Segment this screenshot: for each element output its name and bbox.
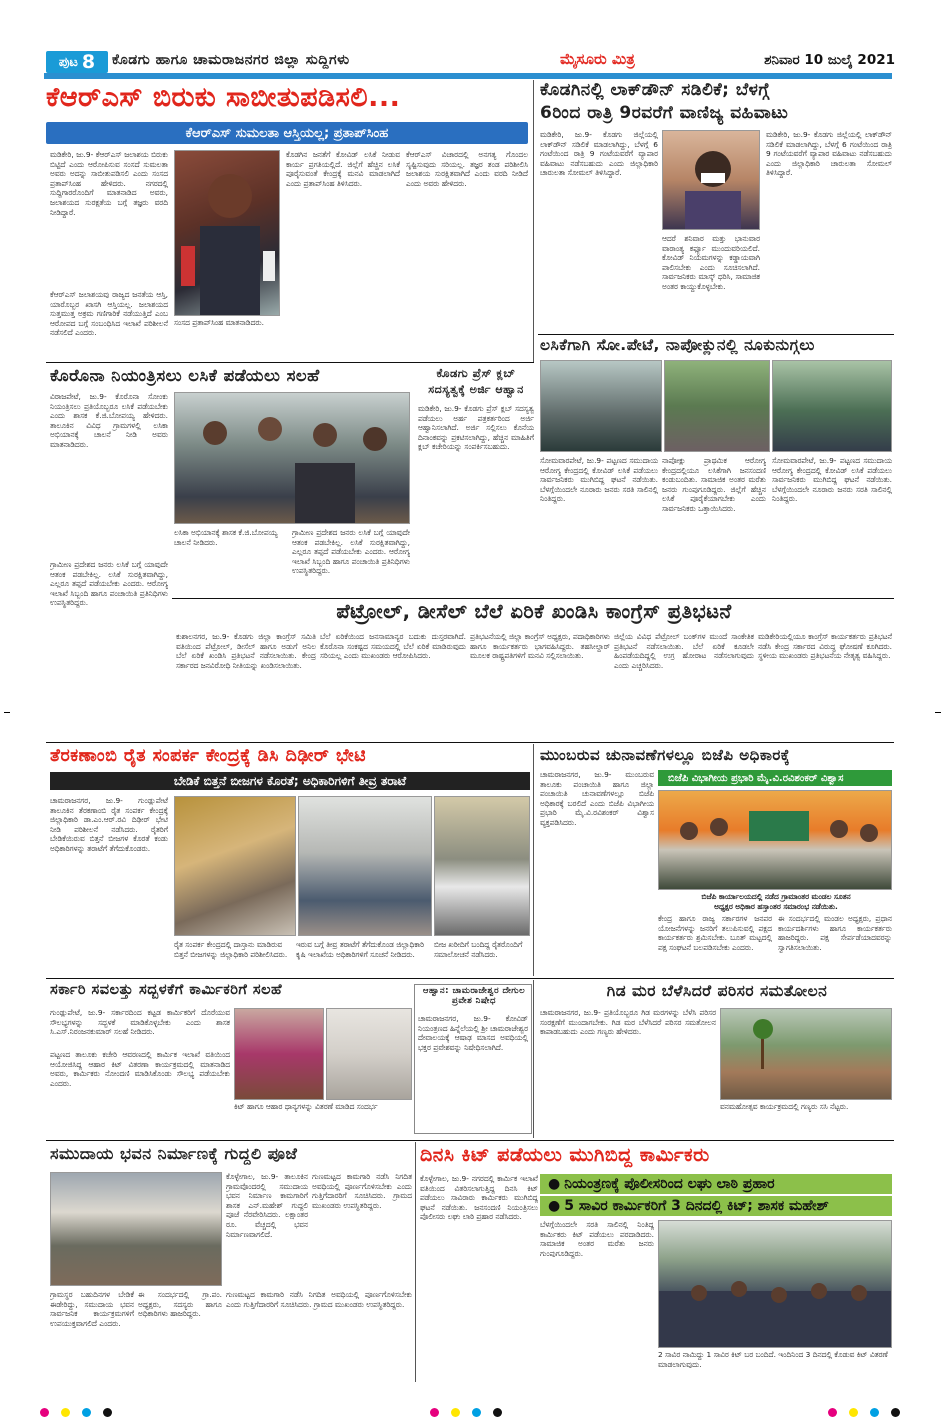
speaker-photo-icon (175, 151, 280, 316)
lockdown-body-col3: ಮಡಿಕೇರಿ, ಜು.9- ಕೊಡಗು ಜಿಲ್ಲೆಯಲ್ಲಿ ಲಾಕ್‌ಡೌನ್ ಸಡಿಲಿಕೆ ಮಾಡಲಾಗಿದ್ದು, ಬೆಳಗ್ಗೆ 6 ಗಂಟೆಯಿಂದ ರಾತ್ರಿ 9 ಗಂಟೆಯವರೆಗೆ ವ್ಯಾಪಾರ ವಹಿವಾಟು ನಡೆಸಬಹುದು ಎಂದು ಜಿಲ್ಲಾಧಿಕಾರಿ ಚಾರುಲತಾ ಸೋಮಲ್ ತಿಳಿಸಿದ್ದಾರೆ. (766, 130, 892, 178)
page-label: ಪುಟ (58, 54, 78, 70)
dc-inspection-photo (298, 796, 432, 936)
yellow-dot (61, 1408, 70, 1417)
petrol-body-col4: ಜಿಲ್ಲೆಯ ವಿವಿಧ ಪೆಟ್ರೋಲ್ ಬಂಕ್‌ಗಳ ಮುಂದೆ ಸಾಂಕೇತಿಕ ಪ್ರತಿಭಟನೆ ನಡೆಸಲಾಯಿತು. ಬೆಲೆ ಏರಿಕೆ ಕೂಡಲೇ ಹಿಂಪಡೆಯದಿದ್ದಲ್ಲಿ ಉಗ್ರ ಹೋರಾಟ ನಡೆಸಲಾಗುವುದು ಎಂದು ಎಚ್ಚರಿಸಿದರು. (614, 632, 754, 670)
bjp-photo-caption-1: ಬಿಜೆಪಿ ಕಾರ್ಯಾಲಯದಲ್ಲಿ ನಡೆದ ಗ್ರಾಮಾಂತರ ಮಂಡಲ ಸೂತನ (701, 892, 851, 901)
krs-photo (174, 150, 280, 316)
petrol-body-col5: ಮಡಿಕೇರಿಯಲ್ಲಿಯೂ ಕಾಂಗ್ರೆಸ್ ಕಾರ್ಯಕರ್ತರು ಪ್ರತಿಭಟನೆ ನಡೆಸಿ ಕೇಂದ್ರ ಸರ್ಕಾರದ ವಿರುದ್ಧ ಘೋಷಣೆ ಕೂಗಿದರು. ಸ್ಥಳೀಯ ಮುಖಂಡರು ಪ್ರತಿಭಟನೆಯ ನೇತೃತ್ವ ವಹಿಸಿದ್ದರು. (758, 632, 892, 661)
bjp-subhead: ಬಿಜೆಪಿ ವಿಭಾಗೀಯ ಪ್ರಭಾರಿ ಮೈ.ವಿ.ರವಿಶಂಕರ್ ವಿಶ್ವಾಸ (658, 770, 892, 786)
notice-title: ಆಹ್ವಾನ: ಚಾಮರಾಜೇಶ್ವರ ದೇಗುಲ ಪ್ರವೇಶ ನಿಷೇಧ (422, 986, 526, 1006)
corona-body-col1: ವಿರಾಜಪೇಟೆ, ಜು.9- ಕೊರೊನಾ ಸೋಂಕು ನಿಯಂತ್ರಿಸಲು ಪ್ರತಿಯೊಬ್ಬರೂ ಲಸಿಕೆ ಪಡೆಯಬೇಕು ಎಂದು ಶಾಸಕ ಕೆ.ಜಿ.ಬೋಪಯ್ಯ ಹೇಳಿದರು. ತಾಲೂಕಿನ ವಿವಿಧ ಗ್ರಾಮಗಳಲ್ಲಿ ಲಸಿಕಾ ಅಭಿಯಾನಕ್ಕೆ ಚಾಲನೆ ನೀಡಿ ಅವರು ಮಾತನಾಡಿದರು. (50, 392, 168, 449)
community-hall-body-col5: ಗುಣಮಟ್ಟದ ಕಾಮಗಾರಿ ನಡೆಸಿ ನಿಗದಿತ ಅವಧಿಯಲ್ಲಿ ಪೂರ್ಣಗೊಳಿಸಬೇಕು ಎಂದು ಗುತ್ತಿಗೆದಾರರಿಗೆ ಸೂಚಿಸಿದರು. ಗ್ರಾಮದ ಮುಖಂಡರು ಉಪಸ್ಥಿತರಿದ್ದರು. (226, 1290, 412, 1309)
magenta-dot (430, 1408, 439, 1417)
corona-body-col3: ಗ್ರಾಮೀಣ ಪ್ರದೇಶದ ಜನರು ಲಸಿಕೆ ಬಗ್ಗೆ ಯಾವುದೇ ಆತಂಕ ಪಡಬೇಕಿಲ್ಲ. ಲಸಿಕೆ ಸುರಕ್ಷಿತವಾಗಿದ್ದು, ಎಲ್ಲರೂ ತಪ್ಪದೆ ಪಡೆಯಬೇಕು ಎಂದರು. ಆರೋಗ್ಯ ಇಲಾಖೆ ಸಿಬ್ಬಂದಿ ಹಾಗೂ ಪಂಚಾಯಿತಿ ಪ್ರತಿನಿಧಿಗಳು ಉಪಸ್ಥಿತರಿದ್ದರು. (292, 528, 410, 576)
column-divider (415, 1142, 416, 1382)
crowd-photo (658, 1220, 892, 1348)
divider (46, 362, 534, 363)
trees-headline: ಗಿಡ ಮರ ಬೆಳೆಸಿದರೆ ಪರಿಸರ ಸಮತೋಲನ (606, 982, 828, 1000)
grocery-headline: ದಿನಸಿ ಕಿಟ್ ಪಡೆಯಲು ಮುಗಿಬಿದ್ದ ಕಾರ್ಮಿಕರು (420, 1144, 710, 1166)
crop-mark (4, 712, 10, 713)
pressclub-headline-line2: ಸದಸ್ಯತ್ವಕ್ಕೆ ಅರ್ಜಿ ಆಹ್ವಾನ (428, 383, 524, 396)
queue-photo-3 (772, 360, 892, 452)
terakanambi-body-col1: ಚಾಮರಾಜನಗರ, ಜು.9- ಗುಂಡ್ಲುಪೇಟೆ ತಾಲೂಕಿನ ತೆರಕಣಾಂಬಿ ರೈತ ಸಂಪರ್ಕ ಕೇಂದ್ರಕ್ಕೆ ಜಿಲ್ಲಾಧಿಕಾರಿ ಡಾ.ಎಂ.ಆರ್.ರವಿ ದಿಢೀರ್ ಭೇಟಿ ನೀಡಿ ಪರಿಶೀಲನೆ ನಡೆಸಿದರು. ರೈತರಿಗೆ ಬೇಡಿಕೆಯಿರುವ ಬಿತ್ತನೆ ಬೀಜಗಳ ಕೊರತೆ ಕಂಡು ಅಧಿಕಾರಿಗಳನ್ನು ತರಾಟೆಗೆ ತೆಗೆದುಕೊಂಡರು. (50, 796, 168, 853)
grocery-bullet-2-text: 5 ಸಾವಿರ ಕಾರ್ಮಿಕರಿಗೆ 3 ದಿನದಲ್ಲಿ ಕಿಟ್; ಶಾಸಕ ಮಹೇಶ್ (564, 1198, 829, 1214)
column-divider (533, 80, 534, 362)
pressclub-body: ಮಡಿಕೇರಿ, ಜು.9- ಕೊಡಗು ಪ್ರೆಸ್ ಕ್ಲಬ್ ಸದಸ್ಯತ್ವ ಪಡೆಯಲು ಅರ್ಹ ಪತ್ರಕರ್ತರಿಂದ ಅರ್ಜಿ ಆಹ್ವಾನಿಸಲಾಗಿದೆ. ಅರ್ಜಿ ಸಲ್ಲಿಸಲು ಕೊನೆಯ ದಿನಾಂಕವನ್ನು ಪ್ರಕಟಿಸಲಾಗಿದ್ದು, ಹೆಚ್ಚಿನ ಮಾಹಿತಿಗೆ ಕ್ಲಬ್ ಕಚೇರಿಯನ್ನು ಸಂಪರ್ಕಿಸಬಹುದು. (418, 404, 534, 452)
black-dot (493, 1408, 502, 1417)
bjp-event-photo (658, 790, 892, 890)
notice-body: ಚಾಮರಾಜನಗರ, ಜು.9- ಕೋವಿಡ್ ನಿಯಂತ್ರಣದ ಹಿನ್ನೆಲೆಯಲ್ಲಿ ಶ್ರೀ ಚಾಮರಾಜೇಶ್ವರ ದೇವಾಲಯಕ್ಕೆ ಆಷಾಢ ಮಾಸದ ಅವಧಿಯಲ್ಲಿ ಭಕ್ತರ ಪ್ರವೇಶವನ್ನು ನಿಷೇಧಿಸಲಾಗಿದೆ. (418, 1014, 528, 1052)
grocery-photo-caption: 2 ಸಾವಿರ ನಾಮಿದ್ದು 1 ಸಾವಿರ ಕಿಟ್ ಬರ ಬಂದಿದೆ. ಇಂದಿನಿಂದ 3 ದಿನದಲ್ಲಿ ಕೊಡುವ ಕಿಟ್ ವಿತರಣೆ ಮಾಡಲಾಗುವುದು. (658, 1350, 888, 1369)
divider (538, 334, 894, 335)
bjp-headline: ಮುಂಬರುವ ಚುನಾವಣೆಗಳಲ್ಲೂ ಬಿಜೆಪಿ ಅಧಿಕಾರಕ್ಕೆ (540, 746, 791, 764)
lockdown-photo (662, 130, 760, 230)
yellow-dot (451, 1408, 460, 1417)
workers-body-col1: ಗುಂಡ್ಲುಪೇಟೆ, ಜು.9- ಸರ್ಕಾರದಿಂದ ಕಟ್ಟಡ ಕಾರ್ಮಿಕರಿಗೆ ದೊರೆಯುವ ಸೌಲಭ್ಯಗಳನ್ನು ಸದ್ಬಳಕೆ ಮಾಡಿಕೊಳ್ಳಬೇಕು ಎಂದು ಶಾಸಕ ಸಿ.ಎಸ್.ನಿರಂಜನಕುಮಾರ್ ಸಲಹೆ ನೀಡಿದರು. (50, 1008, 230, 1037)
terakanambi-caption-3: ಬೀಜ ಖರೀದಿಗೆ ಬಂದಿದ್ದ ರೈತರೊಂದಿಗೆ ಸಮಾಲೋಚನೆ ನಡೆಸಿದರು. (434, 940, 523, 959)
grocery-bullet-1 (540, 1174, 892, 1194)
issue-date: ಶನಿವಾರ 10 ಜುಲೈ 2021 (764, 52, 895, 68)
column-divider (533, 980, 534, 1138)
terakanambi-caption-2: ಇರುವ ಬಗ್ಗೆ ತೀವ್ರ ತರಾಟೆಗೆ ತೆಗೆದುಕೊಂಡ ಜಿಲ್ಲಾಧಿಕಾರಿ ಕೃಷಿ ಇಲಾಖೆಯ ಅಧಿಕಾರಿಗಳಿಗೆ ಸೂಚನೆ ನೀಡಿದರು. (296, 940, 425, 959)
krs-body-col4: ಕೆಆರ್‌ಎಸ್ ವಿಚಾರದಲ್ಲಿ ಅನಗತ್ಯ ಗೊಂದಲ ಸೃಷ್ಟಿಸುವುದು ಸರಿಯಲ್ಲ. ತಜ್ಞರ ತಂಡ ಪರಿಶೀಲಿಸಿ ಜಲಾಶಯ ಸುರಕ್ಷಿತವಾಗಿದೆ ಎಂದು ವರದಿ ನೀಡಿದೆ ಎಂದು ಅವರು ಹೇಳಿದರು. (406, 150, 528, 188)
community-hall-body-col2: ಗುಣಮಟ್ಟದ ಕಾಮಗಾರಿ ನಡೆಸಿ ನಿಗದಿತ ಅವಧಿಯಲ್ಲಿ ಪೂರ್ಣಗೊಳಿಸಬೇಕು ಎಂದು ಗುತ್ತಿಗೆದಾರರಿಗೆ ಸೂಚಿಸಿದರು. ಗ್ರಾಮದ ಮುಖಂಡರು ಉಪಸ್ಥಿತರಿದ್ದರು. (312, 1172, 412, 1210)
page-number: 8 (81, 51, 96, 73)
workers-body-col1b: ಪಟ್ಟಣದ ತಾಲೂಕು ಕಚೇರಿ ಆವರಣದಲ್ಲಿ ಕಾರ್ಮಿಕ ಇಲಾಖೆ ವತಿಯಿಂದ ಆಯೋಜಿಸಿದ್ದ ಆಹಾರ ಕಿಟ್ ವಿತರಣಾ ಕಾರ್ಯಕ್ರಮದಲ್ಲಿ ಮಾತನಾಡಿದ ಅವರು, ಕಾರ್ಮಿಕರು ನೋಂದಣಿ ಮಾಡಿಸಿಕೊಂಡು ಸೌಲಭ್ಯ ಪಡೆಯಬೇಕು ಎಂದರು. (50, 1050, 230, 1088)
page-number-badge (46, 51, 108, 73)
corona-body-col1b: ಗ್ರಾಮೀಣ ಪ್ರದೇಶದ ಜನರು ಲಸಿಕೆ ಬಗ್ಗೆ ಯಾವುದೇ ಆತಂಕ ಪಡಬೇಕಿಲ್ಲ. ಲಸಿಕೆ ಸುರಕ್ಷಿತವಾಗಿದ್ದು, ಎಲ್ಲರೂ ತಪ್ಪದೆ ಪಡೆಯಬೇಕು ಎಂದರು. ಆರೋಗ್ಯ ಇಲಾಖೆ ಸಿಬ್ಬಂದಿ ಹಾಗೂ ಪಂಚಾಯಿತಿ ಪ್ರತಿನಿಧಿಗಳು ಉಪಸ್ಥಿತರಿದ್ದರು. (50, 560, 168, 608)
grocery-bullet-2 (540, 1196, 892, 1216)
paper-logo: ಮೈಸೂರು ಮಿತ್ರ (560, 50, 635, 68)
divider (46, 1140, 894, 1141)
bjp-photo-caption-2: ಅಧ್ಯಕ್ಷರ ಅಧಿಕಾರ ಹಸ್ತಾಂತರ ಸಮಾರಂಭ ನಡೆಯಿತು. (714, 902, 838, 911)
workers-photo-2 (326, 1008, 412, 1100)
krs-photo-caption: ಸಂಸದ ಪ್ರತಾಪ್‌ಸಿಂಹ ಮಾತನಾಡಿದರು. (174, 318, 264, 327)
krs-headline: ಕೆಆರ್‌ಎಸ್ ಬಿರುಕು ಸಾಬೀತುಪಡಿಸಲಿ... (46, 82, 401, 113)
grocery-bullet-1-text: ನಿಯಂತ್ರಣಕ್ಕೆ ಪೊಲೀಸರಿಂದ ಲಘು ಲಾಠಿ ಪ್ರಹಾರ (564, 1176, 775, 1192)
terakanambi-subhead: ಬೇಡಿಕೆ ಬಿತ್ತನೆ ಬೀಜಗಳ ಕೊರತೆ; ಅಧಿಕಾರಿಗಳಿಗೆ ತೀವ್ರ ತರಾಟೆ (50, 772, 530, 790)
bjp-body-col2: ಕೇಂದ್ರ ಹಾಗೂ ರಾಜ್ಯ ಸರ್ಕಾರಗಳ ಜನಪರ ಯೋಜನೆಗಳನ್ನು ಜನರಿಗೆ ತಲುಪಿಸುವಲ್ಲಿ ಪಕ್ಷದ ಕಾರ್ಯಕರ್ತರು ಶ್ರಮಿಸಬೇಕು. ಬೂತ್ ಮಟ್ಟದಲ್ಲಿ ಪಕ್ಷ ಸಂಘಟನೆ ಬಲಪಡಿಸಬೇಕು ಎಂದರು. (658, 914, 772, 952)
queue-photo-2 (664, 360, 770, 452)
crop-mark (935, 712, 941, 713)
masthead-rule (44, 73, 892, 79)
bullet-icon: ● (548, 1176, 561, 1192)
vaccine-somwarpet-body-col2: ನಾಪೋಕ್ಲು ಪ್ರಾಥಮಿಕ ಆರೋಗ್ಯ ಕೇಂದ್ರದಲ್ಲಿಯೂ ಲಸಿಕೆಗಾಗಿ ಜನಸಂದಣಿ ಕಂಡುಬಂದಿತು. ಸಾಮಾಜಿಕ ಅಂತರ ಮರೆತು ಜನರು ಗುಂಪುಗೂಡಿದ್ದರು. ಜಿಲ್ಲೆಗೆ ಹೆಚ್ಚಿನ ಲಸಿಕೆ ಪೂರೈಕೆಯಾಗಬೇಕು ಎಂದು ಸಾರ್ವಜನಿಕರು ಒತ್ತಾಯಿಸಿದರು. (662, 456, 766, 513)
tree-planting-photo (720, 1008, 892, 1100)
section-title: ಕೊಡಗು ಹಾಗೂ ಚಾಮರಾಜನಗರ ಜಿಲ್ಲಾ ಸುದ್ದಿಗಳು (112, 52, 350, 68)
vaccine-somwarpet-headline: ಲಸಿಕೆಗಾಗಿ ಸೋ.ಪೇಟೆ, ನಾಪೋಕ್ಲುನಲ್ಲಿ ನೂಕುನುಗ್ಗಲು (540, 336, 815, 354)
pressclub-headline-line1: ಕೊಡಗು ಪ್ರೆಸ್ ಕ್ಲಬ್ (436, 366, 516, 380)
petrol-body-col1: ಕುಶಾಲನಗರ, ಜು.9- ಕೊಡಗು ಜಿಲ್ಲಾ ಕಾಂಗ್ರೆಸ್ ಸಮಿತಿ ವತಿಯಿಂದ ಪೆಟ್ರೋಲ್, ಡೀಸೆಲ್ ಹಾಗೂ ಅಡುಗೆ ಅನಿಲ ಬೆಲೆ ಏರಿಕೆ ಖಂಡಿಸಿ ಪ್ರತಿಭಟನೆ ನಡೆಸಲಾಯಿತು. ಕೇಂದ್ರ ಸರ್ಕಾರದ ಜನವಿರೋಧಿ ನೀತಿಯನ್ನು ಖಂಡಿಸಲಾಯಿತು. (176, 632, 316, 670)
cyan-dot (82, 1408, 91, 1417)
krs-body-col1b: ಕೆಆರ್‌ಎಸ್ ಜಲಾಶಯವು ರಾಜ್ಯದ ಜನತೆಯ ಆಸ್ತಿ, ಯಾರೊಬ್ಬರ ಖಾಸಗಿ ಆಸ್ತಿಯಲ್ಲ. ಜಲಾಶಯದ ಸುತ್ತಮುತ್ತ ಅಕ್ರಮ ಗಣಿಗಾರಿಕೆ ನಡೆಯುತ್ತಿದೆ ಎಂಬ ಆರೋಪದ ಬಗ್ಗೆ ಸಂಬಂಧಿಸಿದ ಇಲಾಖೆ ಪರಿಶೀಲನೆ ನಡೆಸಲಿದೆ ಎಂದರು. (50, 290, 168, 338)
bullet-icon: ● (548, 1198, 561, 1214)
community-hall-body-col3: ಗ್ರಾಮಸ್ಥರ ಬಹುದಿನಗಳ ಬೇಡಿಕೆ ಈಡೇರಿದ್ದು, ಸಮುದಾಯ ಭವನ ಸಾರ್ವಜನಿಕ ಕಾರ್ಯಕ್ರಮಗಳಿಗೆ ಉಪಯುಕ್ತವಾಗಲಿದೆ ಎಂದರು. (50, 1290, 134, 1328)
registration-dots-center (430, 1406, 530, 1418)
vaccine-somwarpet-body-col1: ಸೋಮವಾರಪೇಟೆ, ಜು.9- ಪಟ್ಟಣದ ಸಮುದಾಯ ಆರೋಗ್ಯ ಕೇಂದ್ರದಲ್ಲಿ ಕೋವಿಡ್ ಲಸಿಕೆ ಪಡೆಯಲು ಸಾರ್ವಜನಿಕರು ಮುಗಿಬಿದ್ದ ಘಟನೆ ನಡೆಯಿತು. ಬೆಳಗ್ಗೆಯಿಂದಲೇ ನೂರಾರು ಜನರು ಸರತಿ ಸಾಲಿನಲ್ಲಿ ನಿಂತಿದ್ದರು. (540, 456, 658, 504)
grocery-body-col2: ಬೆಳಗ್ಗೆಯಿಂದಲೇ ಸರತಿ ಸಾಲಿನಲ್ಲಿ ನಿಂತಿದ್ದ ಕಾರ್ಮಿಕರು ಕಿಟ್ ಪಡೆಯಲು ಪರದಾಡಿದರು. ಸಾಮಾಜಿಕ ಅಂತರ ಮರೆತು ಜನರು ಗುಂಪುಗೂಡಿದ್ದರು. (540, 1220, 654, 1258)
workers-photo-1 (234, 1008, 324, 1100)
petrol-body-col2: ಬೆಲೆ ಏರಿಕೆಯಿಂದ ಜನಸಾಮಾನ್ಯರ ಬದುಕು ದುಸ್ತರವಾಗಿದೆ. ಕೊರೊನಾ ಸಂಕಷ್ಟದ ಸಮಯದಲ್ಲಿ ಬೆಲೆ ಏರಿಕೆ ಮಾಡಿರುವುದು ಸರಿಯಲ್ಲ ಎಂದು ಮುಖಂಡರು ಆರೋಪಿಸಿದರು. (320, 632, 466, 661)
terakanambi-headline: ತೆರಕಣಾಂಬಿ ರೈತ ಸಂಪರ್ಕ ಕೇಂದ್ರಕ್ಕೆ ಡಿಸಿ ದಿಢೀರ್ ಭೇಟಿ (50, 746, 367, 766)
vaccination-scene-icon (175, 393, 410, 524)
community-hall-body-col1: ಕೊಳ್ಳೇಗಾಲ, ಜು.9- ತಾಲೂಕಿನ ಗ್ರಾಮವೊಂದರಲ್ಲಿ ಸಮುದಾಯ ಭವನ ನಿರ್ಮಾಣ ಕಾಮಗಾರಿಗೆ ಶಾಸಕ ಎನ್.ಮಹೇಶ್ ಗುದ್ದಲಿ ಪೂಜೆ ನೆರವೇರಿಸಿದರು. ಲಕ್ಷಾಂತರ ರೂ. ವೆಚ್ಚದಲ್ಲಿ ಭವನ ನಿರ್ಮಾಣವಾಗಲಿದೆ. (226, 1172, 308, 1239)
trees-body-col1: ಚಾಮರಾಜನಗರ, ಜು.9- ಪ್ರತಿಯೊಬ್ಬರೂ ಗಿಡ ಮರಗಳನ್ನು ಬೆಳೆಸಿ ಪರಿಸರ ಸಂರಕ್ಷಣೆಗೆ ಮುಂದಾಗಬೇಕು. ಗಿಡ ಮರ ಬೆಳೆಸಿದರೆ ಪರಿಸರ ಸಮತೋಲನ ಕಾಪಾಡಬಹುದು ಎಂದು ಗಣ್ಯರು ಹೇಳಿದರು. (540, 1008, 716, 1037)
magenta-dot (40, 1408, 49, 1417)
registration-dots-right (828, 1406, 928, 1418)
community-hall-body-col4: ಈ ಸಂದರ್ಭದಲ್ಲಿ ಗ್ರಾ.ಪಂ. ಅಧ್ಯಕ್ಷರು, ಸದಸ್ಯರು ಹಾಗೂ ಅಧಿಕಾರಿಗಳು ಹಾಜರಿದ್ದರು. (138, 1290, 222, 1319)
lockdown-headline-line1: ಕೊಡಗಿನಲ್ಲಿ ಲಾಕ್‌ಡೌನ್ ಸಡಿಲಿಕೆ; ಬೆಳಗ್ಗೆ (540, 80, 770, 100)
black-dot (891, 1408, 900, 1417)
corona-headline: ಕೊರೊನಾ ನಿಯಂತ್ರಿಸಲು ಲಸಿಕೆ ಪಡೆಯಲು ಸಲಹೆ (50, 366, 320, 385)
vaccination-photo (174, 392, 410, 524)
grocery-body-col1: ಕೊಳ್ಳೇಗಾಲ, ಜು.9- ನಗರದಲ್ಲಿ ಕಾರ್ಮಿಕ ಇಲಾಖೆ ವತಿಯಿಂದ ವಿತರಿಸಲಾಗುತ್ತಿದ್ದ ದಿನಸಿ ಕಿಟ್ ಪಡೆಯಲು ಸಾವಿರಾರು ಕಾರ್ಮಿಕರು ಮುಗಿಬಿದ್ದ ಘಟನೆ ನಡೆಯಿತು. ಜನಸಂದಣಿ ನಿಯಂತ್ರಿಸಲು ಪೊಲೀಸರು ಲಘು ಲಾಠಿ ಪ್ರಹಾರ ನಡೆಸಿದರು. (420, 1174, 538, 1222)
divider (172, 598, 894, 599)
queue-photo-1 (540, 360, 662, 452)
krs-subhead: ಕೆಆರ್‌ಎಸ್ ಸುಮಲತಾ ಆಸ್ತಿಯಲ್ಲ; ಪ್ರತಾಪ್‌ಸಿಂಹ (46, 122, 528, 144)
yellow-dot (849, 1408, 858, 1417)
vaccine-somwarpet-body-col3: ಸೋಮವಾರಪೇಟೆ, ಜು.9- ಪಟ್ಟಣದ ಸಮುದಾಯ ಆರೋಗ್ಯ ಕೇಂದ್ರದಲ್ಲಿ ಕೋವಿಡ್ ಲಸಿಕೆ ಪಡೆಯಲು ಸಾರ್ವಜನಿಕರು ಮುಗಿಬಿದ್ದ ಘಟನೆ ನಡೆಯಿತು. ಬೆಳಗ್ಗೆಯಿಂದಲೇ ನೂರಾರು ಜನರು ಸರತಿ ಸಾಲಿನಲ್ಲಿ ನಿಂತಿದ್ದರು. (772, 456, 892, 504)
seed-bags-photo (174, 796, 296, 936)
lockdown-headline-line2: 6ರಿಂದ ರಾತ್ರಿ 9ರವರೆಗೆ ವಾಣಿಜ್ಯ ವಹಿವಾಟು (540, 103, 789, 123)
officer-photo-icon (663, 131, 760, 230)
divider (46, 978, 894, 979)
workers-headline: ಸರ್ಕಾರಿ ಸವಲತ್ತು ಸದ್ಬಳಕೆಗೆ ಕಾರ್ಮಿಕರಿಗೆ ಸಲಹೆ (50, 982, 283, 998)
community-hall-headline: ಸಮುದಾಯ ಭವನ ನಿರ್ಮಾಣಕ್ಕೆ ಗುದ್ದಲಿ ಪೂಜೆ (50, 1144, 298, 1163)
registration-dots-left (40, 1406, 140, 1418)
terakanambi-caption-1: ರೈತ ಸಂಪರ್ಕ ಕೇಂದ್ರದಲ್ಲಿ ದಾಸ್ತಾನು ಮಾಡಿರುವ ಬಿತ್ತನೆ ಬೀಜಗಳನ್ನು ಜಿಲ್ಲಾಧಿಕಾರಿ ಪರಿಶೀಲಿಸಿದರು. (174, 940, 288, 959)
cyan-dot (870, 1408, 879, 1417)
bjp-body-col1: ಚಾಮರಾಜನಗರ, ಜು.9- ಮುಂಬರುವ ತಾಲೂಕು ಪಂಚಾಯಿತಿ ಹಾಗೂ ಜಿಲ್ಲಾ ಪಂಚಾಯಿತಿ ಚುನಾವಣೆಗಳಲ್ಲೂ ಬಿಜೆಪಿ ಅಧಿಕಾರಕ್ಕೆ ಬರಲಿದೆ ಎಂದು ಬಿಜೆಪಿ ವಿಭಾಗೀಯ ಪ್ರಭಾರಿ ಮೈ.ವಿ.ರವಿಶಂಕರ್ ವಿಶ್ವಾಸ ವ್ಯಕ್ತಪಡಿಸಿದರು. (540, 770, 654, 827)
lockdown-body-col2: ಆದರೆ ಶನಿವಾರ ಮತ್ತು ಭಾನುವಾರ ವಾರಾಂತ್ಯ ಕರ್ಫ್ಯೂ ಮುಂದುವರಿಯಲಿದೆ. ಕೋವಿಡ್ ನಿಯಮಗಳನ್ನು ಕಡ್ಡಾಯವಾಗಿ ಪಾಲಿಸಬೇಕು ಎಂದು ಸೂಚಿಸಲಾಗಿದೆ. ಸಾರ್ವಜನಿಕರು ಮಾಸ್ಕ್ ಧರಿಸಿ, ಸಾಮಾಜಿಕ ಅಂತರ ಕಾಯ್ದುಕೊಳ್ಳಬೇಕು. (662, 234, 760, 291)
krs-body-col1: ಮಡಿಕೇರಿ, ಜು.9- ಕೆಆರ್‌ಎಸ್ ಜಲಾಶಯ ಬಿರುಕು ಬಿಟ್ಟಿದೆ ಎಂದು ಆರೋಪಿಸುವ ಸಂಸದೆ ಸುಮಲತಾ ಅವರು ಅದನ್ನು ಸಾಬೀತುಪಡಿಸಲಿ ಎಂದು ಸಂಸದ ಪ್ರತಾಪ್‌ಸಿಂಹ ಹೇಳಿದರು. ನಗರದಲ್ಲಿ ಸುದ್ದಿಗಾರರೊಂದಿಗೆ ಮಾತನಾಡಿದ ಅವರು, ಜಲಾಶಯದ ಸುರಕ್ಷತೆಯ ಬಗ್ಗೆ ತಜ್ಞರು ವರದಿ ನೀಡಿದ್ದಾರೆ. (50, 150, 168, 217)
sapling-icon (721, 1009, 892, 1100)
workers-photo-caption: ಕಿಟ್ ಹಾಗೂ ಆಹಾರ ಧಾನ್ಯಗಳನ್ನು ವಿತರಣೆ ಮಾಡಿದ ಸಂದರ್ಭ (234, 1102, 378, 1111)
krs-body-col3: ಕೊಡಗಿನ ಜನತೆಗೆ ಕೋವಿಡ್ ಲಸಿಕೆ ನೀಡುವ ಕಾರ್ಯ ಪ್ರಗತಿಯಲ್ಲಿದೆ. ಜಿಲ್ಲೆಗೆ ಹೆಚ್ಚಿನ ಲಸಿಕೆ ಪೂರೈಸುವಂತೆ ಕೇಂದ್ರಕ್ಕೆ ಮನವಿ ಮಾಡಲಾಗಿದೆ ಎಂದು ಪ್ರತಾಪ್‌ಸಿಂಹ ತಿಳಿಸಿದರು. (286, 150, 400, 188)
crowd-scene-icon (659, 1221, 892, 1348)
divider (46, 742, 894, 743)
petrol-body-col3: ಪ್ರತಿಭಟನೆಯಲ್ಲಿ ಜಿಲ್ಲಾ ಕಾಂಗ್ರೆಸ್ ಅಧ್ಯಕ್ಷರು, ಪದಾಧಿಕಾರಿಗಳು ಹಾಗೂ ಕಾರ್ಯಕರ್ತರು ಭಾಗವಹಿಸಿದ್ದರು. ತಹಸೀಲ್ದಾರ್ ಮೂಲಕ ರಾಷ್ಟ್ರಪತಿಗಳಿಗೆ ಮನವಿ ಸಲ್ಲಿಸಲಾಯಿತು. (470, 632, 610, 661)
cyan-dot (472, 1408, 481, 1417)
column-divider (533, 744, 534, 976)
groundbreaking-photo (50, 1172, 222, 1286)
corona-photo-caption: ಲಸಿಕಾ ಅಭಿಯಾನಕ್ಕೆ ಶಾಸಕ ಕೆ.ಜಿ.ಬೋಪಯ್ಯ ಚಾಲನೆ ನೀಡಿದರು. (174, 528, 278, 547)
petrol-headline: ಪೆಟ್ರೋಲ್, ಡೀಸೆಲ್ ಬೆಲೆ ಏರಿಕೆ ಖಂಡಿಸಿ ಕಾಂಗ್ರೆಸ್ ಪ್ರತಿಭಟನೆ (336, 600, 732, 623)
magenta-dot (828, 1408, 837, 1417)
lockdown-body-col1: ಮಡಿಕೇರಿ, ಜು.9- ಕೊಡಗು ಜಿಲ್ಲೆಯಲ್ಲಿ ಲಾಕ್‌ಡೌನ್ ಸಡಿಲಿಕೆ ಮಾಡಲಾಗಿದ್ದು, ಬೆಳಗ್ಗೆ 6 ಗಂಟೆಯಿಂದ ರಾತ್ರಿ 9 ಗಂಟೆಯವರೆಗೆ ವ್ಯಾಪಾರ ವಹಿವಾಟು ನಡೆಸಬಹುದು ಎಂದು ಜಿಲ್ಲಾಧಿಕಾರಿ ಚಾರುಲತಾ ಸೋಮಲ್ ತಿಳಿಸಿದ್ದಾರೆ. (540, 130, 658, 178)
bjp-body-col3: ಈ ಸಂದರ್ಭದಲ್ಲಿ ಮಂಡಲ ಅಧ್ಯಕ್ಷರು, ಪ್ರಧಾನ ಕಾರ್ಯದರ್ಶಿಗಳು ಹಾಗೂ ಕಾರ್ಯಕರ್ತರು ಹಾಜರಿದ್ದರು. ಪಕ್ಷ ಸೇರ್ಪಡೆಯಾದವರನ್ನು ಸ್ವಾಗತಿಸಲಾಯಿತು. (778, 914, 892, 952)
trees-photo-caption: ವನಮಹೋತ್ಸವ ಕಾರ್ಯಕ್ರಮದಲ್ಲಿ ಗಣ್ಯರು ಸಸಿ ನೆಟ್ಟರು. (720, 1102, 849, 1111)
farmer-photo (434, 796, 530, 936)
bjp-group-icon (659, 791, 892, 890)
black-dot (103, 1408, 112, 1417)
